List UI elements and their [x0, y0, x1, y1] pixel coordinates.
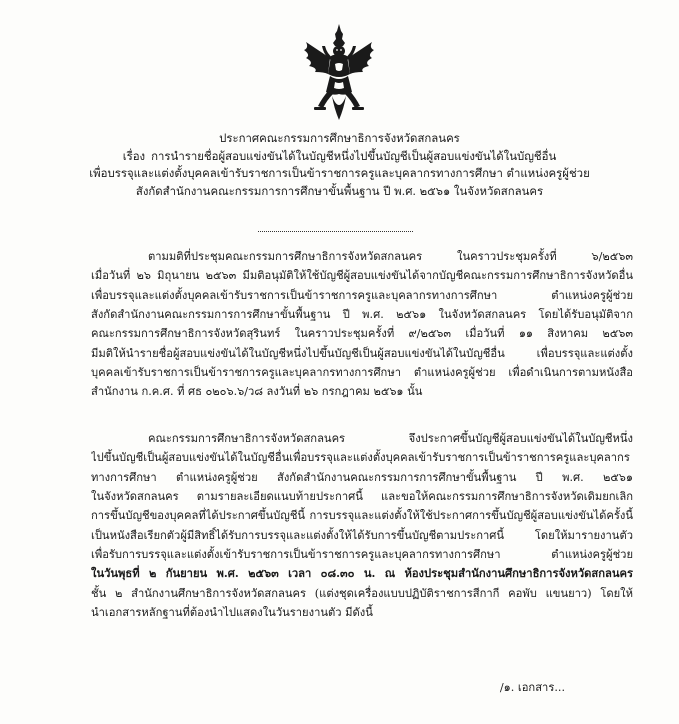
paragraph-1-line: คณะกรรมการศึกษาธิการจังหวัดสุรินทร์ ในคราวประชุมครั้งที่ ๙/๒๕๖๓ เมื่อวันที่ ๑๑ สิงหาคม ๒๕๖๓	[91, 327, 633, 341]
subject-text-1: การนำรายชื่อผู้สอบแข่งขันได้ในบัญชีหนึ่งไปขึ้นบัญชีเป็นผู้สอบแข่งขันได้ในบัญชีอื่น	[151, 148, 557, 163]
paragraph-2-line-location: ชั้น ๒ สำนักงานศึกษาธิการจังหวัดสกลนคร (แต่งชุดเครื่องแบบปฏิบัติราชการสีกากี คอพับ แขนยาว) โดยให้	[91, 586, 633, 600]
paragraph-2-line: การขึ้นบัญชีของบุคคลที่ได้ประกาศขึ้นบัญชีนี้ การบรรจุและแต่งตั้งให้ใช้ประกาศการขึ้นบัญชีผู้สอบแข่งขันได้ครั้งนี้	[91, 509, 633, 523]
paragraph-2-line: เพื่อรับการบรรจุและแต่งตั้งเข้ารับราชการเป็นข้าราชการครูและบุคลากรทางการศึกษา ตำแหน่งครูผู้ช่วย	[91, 548, 633, 562]
paragraph-1-line: สำนักงาน ก.ค.ศ. ที่ ศธ ๐๒๐๖.๖/ว๘ ลงวันที่ ๒๖ กรกฎาคม ๒๕๖๑ นั้น	[91, 385, 423, 399]
continuation-marker: /๑. เอกสาร...	[499, 681, 565, 694]
subject-label: เรื่อง	[122, 148, 146, 163]
paragraph-2-line-date: ในวันพุธที่ ๒ กันยายน พ.ศ. ๒๕๖๓ เวลา ๐๘.๓๐ น. ณ ห้องประชุมสำนักงานศึกษาธิการจังหวัดสกลนคร	[91, 566, 633, 581]
paragraph-2-line: คณะกรรมการศึกษาธิการจังหวัดสกลนคร จึงประกาศขึ้นบัญชีผู้สอบแข่งขันได้ในบัญชีหนึ่ง	[148, 432, 633, 445]
paragraph-1-line: บุคคลเข้ารับราชการเป็นข้าราชการครูและบุคลากรทางการศึกษา ตำแหน่งครูผู้ช่วย เพื่อดำเนินการตามหนังสือ	[91, 366, 633, 380]
announcement-header	[0, 130, 679, 200]
paragraph-1-line: มีมติให้นำรายชื่อผู้สอบแข่งขันได้ในบัญชีหนึ่งไปขึ้นบัญชีเป็นผู้สอบแข่งขันได้ในบัญชีอื่น เพื่อบรรจุและแต่งตั้ง	[91, 346, 633, 360]
paragraph-2	[91, 429, 633, 622]
paragraph-1-line: ตามมติที่ประชุมคณะกรรมการศึกษาธิการจังหวัดสกลนคร ในคราวประชุมครั้งที่ ๖/๒๕๖๓	[148, 250, 633, 263]
garuda-emblem-icon	[300, 22, 378, 122]
paragraph-2-line: เป็นหนังสือเรียกตัวผู้มีสิทธิ์ได้รับการบรรจุและแต่งตั้งให้ได้รับการขึ้นบัญชีตามประกาศนี้ โดยให้มารายงานตัว	[91, 528, 633, 542]
paragraph-1-line: สังกัดสำนักงานคณะกรรมการการศึกษาขั้นพื้นฐาน ปี พ.ศ. ๒๕๖๑ ในจังหวัดสกลนคร โดยได้รับอนุมัติจาก	[91, 308, 633, 322]
paragraph-1	[91, 247, 633, 402]
subject-line-3: สังกัดสำนักงานคณะกรรมการการศึกษาขั้นพื้นฐาน ปี พ.ศ. ๒๕๖๑ ในจังหวัดสกลนคร	[135, 183, 544, 198]
subject-line-1	[0, 148, 679, 166]
paragraph-1-line: เมื่อวันที่ ๒๖ มิถุนายน ๒๕๖๓ มีมติอนุมัติให้ใช้บัญชีผู้สอบแข่งขันได้จากบัญชีคณะกรรมการศึกษาธิการจังหวัดอื่น	[91, 269, 633, 283]
paragraph-2-line: ในจังหวัดสกลนคร ตามรายละเอียดแนบท้ายประกาศนี้ และขอให้คณะกรรมการศึกษาธิการจังหวัดเดิมยกเลิก	[91, 490, 633, 504]
announcement-title: ประกาศคณะกรรมการศึกษาธิการจังหวัดสกลนคร	[219, 131, 460, 145]
paragraph-2-line: ไปขึ้นบัญชีเป็นผู้สอบแข่งขันได้ในบัญชีอื่นเพื่อบรรจุและแต่งตั้งบุคคลเข้ารับราชการเป็นข้าราชการครูและบุคลากร	[91, 451, 630, 465]
paragraph-2-line: นำเอกสารหลักฐานที่ต้องนำไปแสดงในวันรายงานตัว มีดังนี้	[91, 606, 373, 620]
subject-line-2: เพื่อบรรจุและแต่งตั้งบุคคลเข้ารับราชการเป็นข้าราชการครูและบุคลากรทางการศึกษา ตำแหน่งครูผู้ช่วย	[89, 166, 590, 180]
dotted-divider	[258, 231, 413, 232]
paragraph-1-line: เพื่อบรรจุและแต่งตั้งบุคคลเข้ารับราชการเป็นข้าราชการครูและบุคลากรทางการศึกษา ตำแหน่งครูผู้ช่วย	[91, 288, 633, 302]
paragraph-2-line: ทางการศึกษา ตำแหน่งครูผู้ช่วย สังกัดสำนักงานคณะกรรมการการศึกษาขั้นพื้นฐาน ปี พ.ศ. ๒๕๖๑	[91, 470, 633, 484]
